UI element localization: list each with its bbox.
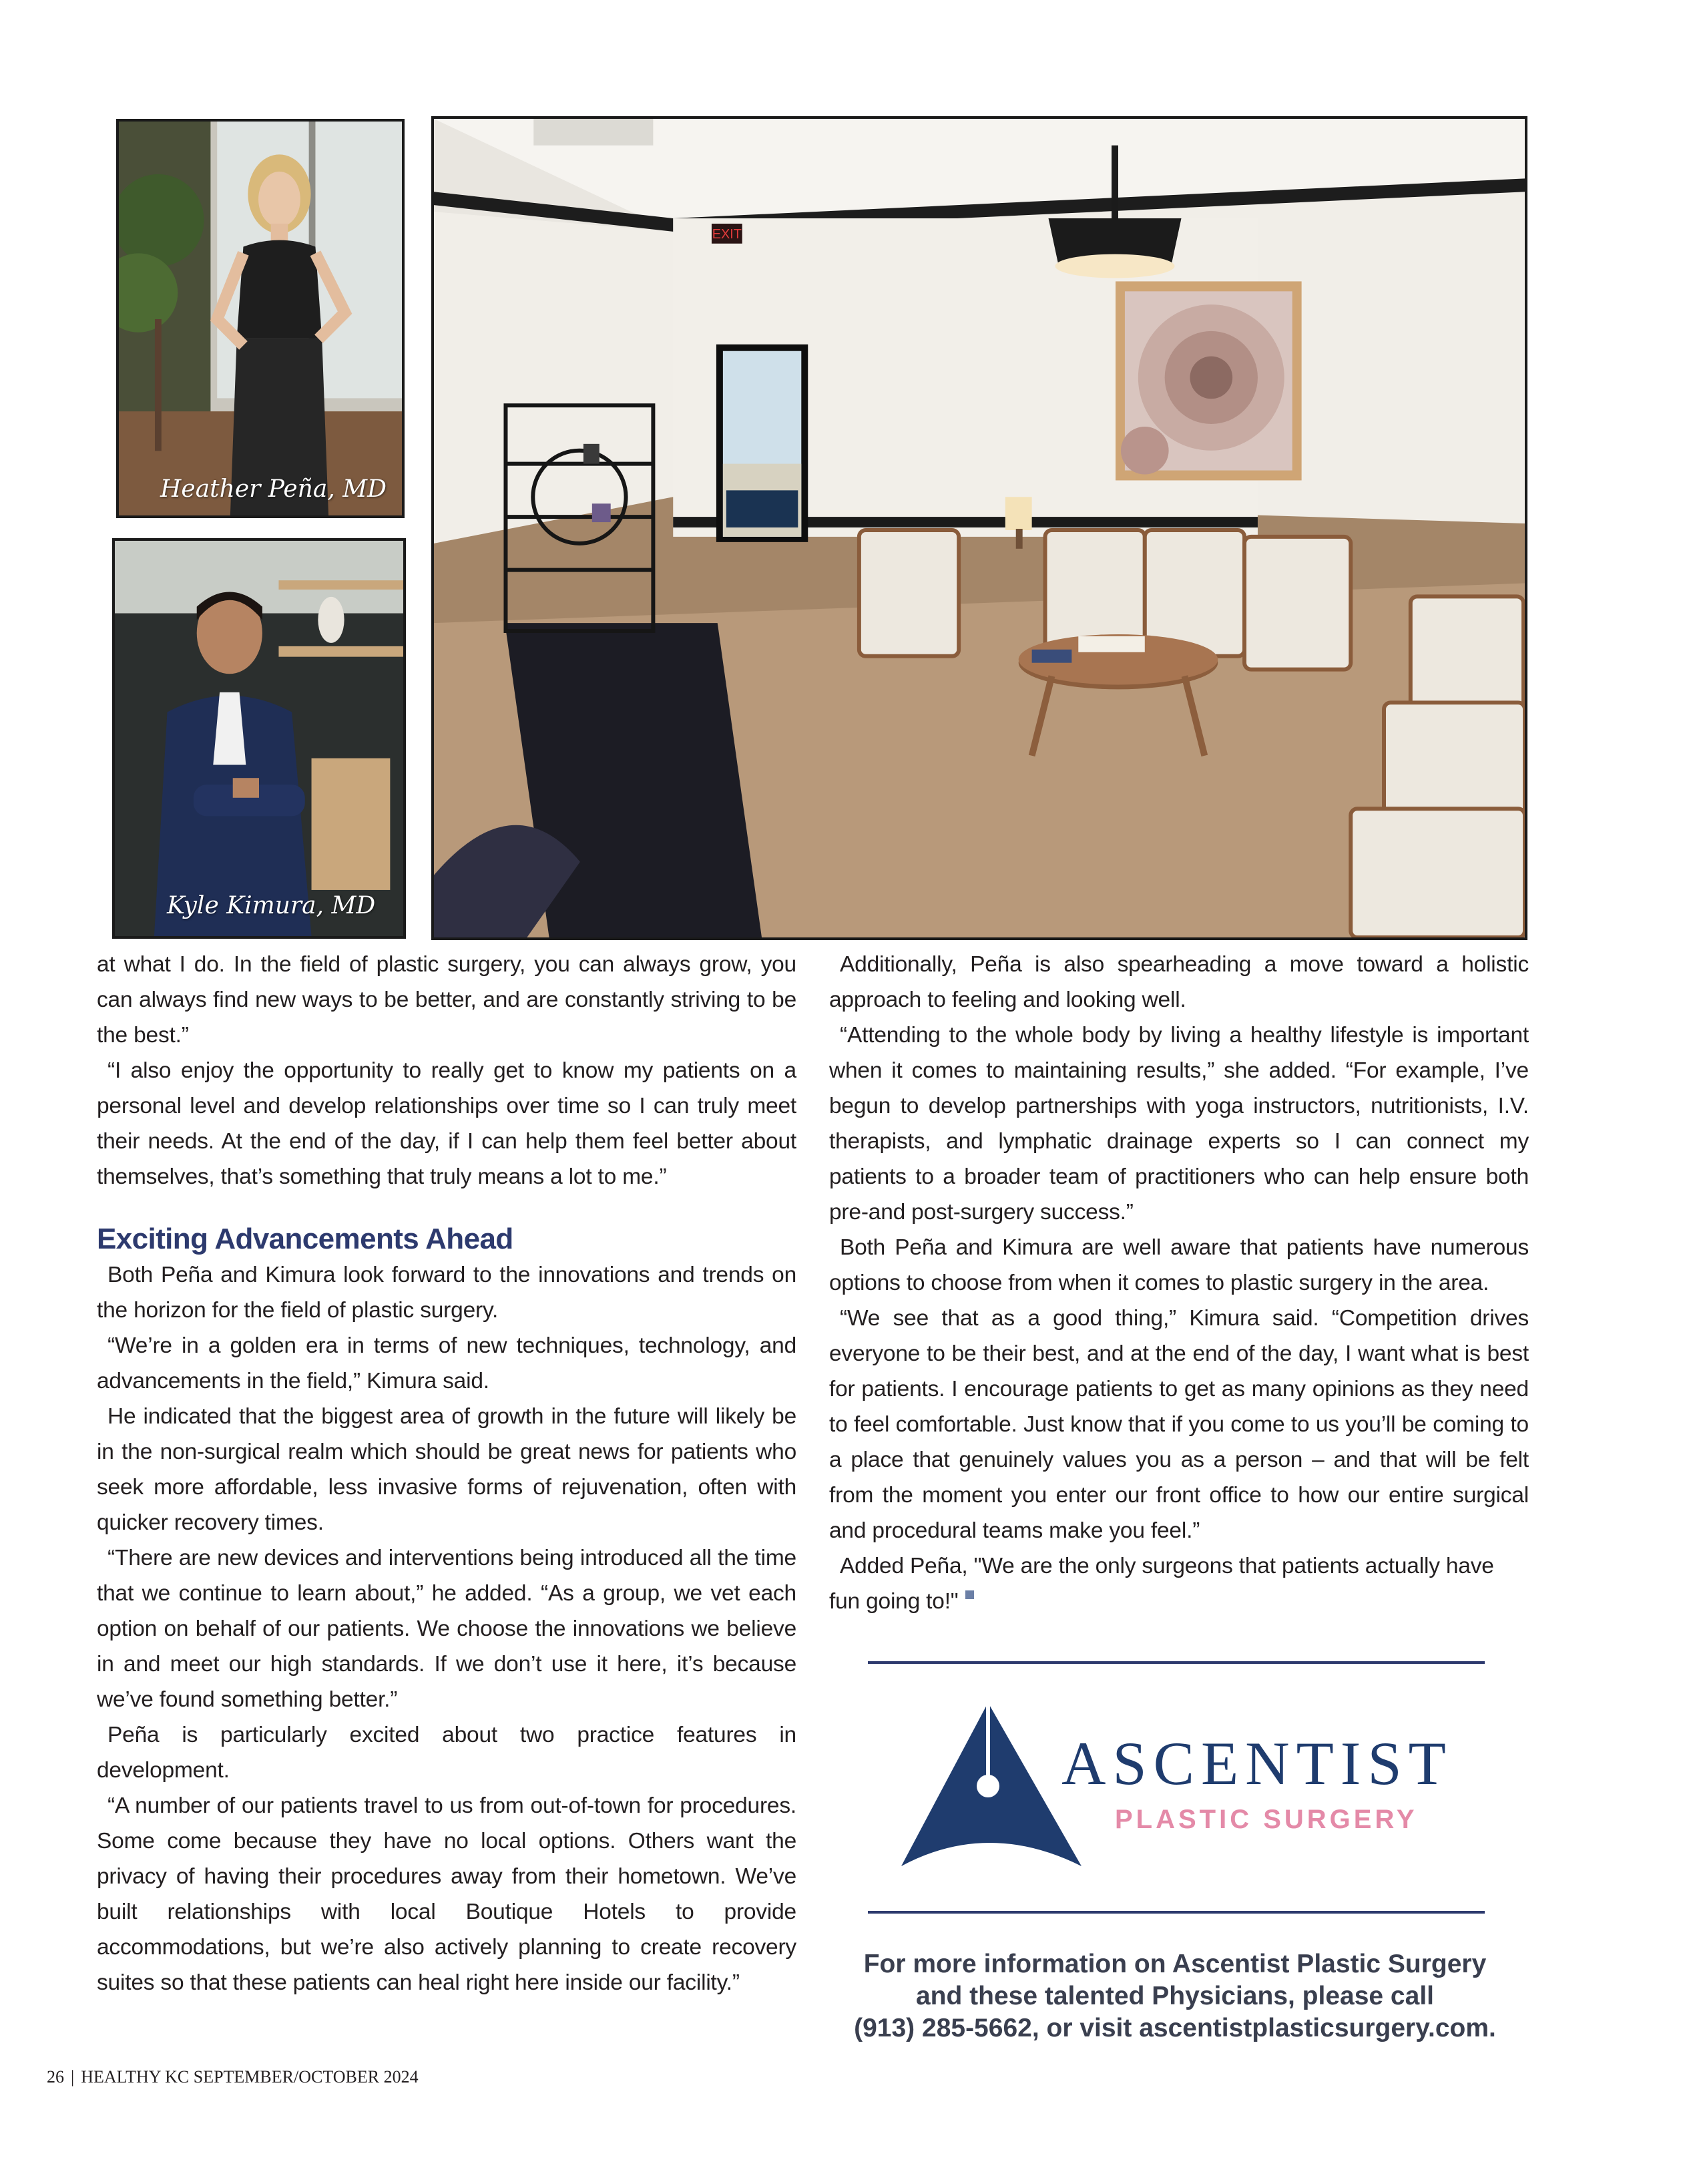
article-paragraph-final xyxy=(829,1548,1529,1619)
article-paragraph: “We see that as a good thing,” Kimura said. “Competition drives everyone to be their best, and at the end of the day, I want what is best for patients. I encourage patients to get as many opinions as they need to feel comfortable. Just know that if you come to us you’ll be coming to a place that genuinely values you as a person – and that will be felt from the moment you enter our front office to how our entire surgical and procedural teams make you feel.” xyxy=(829,1306,1529,1543)
footer-separator: | xyxy=(71,2067,75,2087)
divider-bottom xyxy=(868,1911,1485,1914)
pena-portrait-image xyxy=(119,122,402,515)
divider-top xyxy=(868,1661,1485,1664)
pena-caption: Heather Peña, MD xyxy=(160,475,387,503)
article-right-column xyxy=(829,947,1529,1619)
article-paragraph: “There are new devices and interventions being introduced all the time that we continue to learn about,” he added. “As a group, we vet each option on behalf of our patients. We choose the innovations we believe in and meet our high standards. If we don’t use it here, it’s because we’ve found something better.” xyxy=(97,1546,796,1712)
exit-sign-text: EXIT xyxy=(712,226,742,242)
doctor-photo-pena xyxy=(116,119,405,518)
article-paragraph: He indicated that the biggest area of growth in the future will likely be in the non-surgical realm which should be great news for patients who seek more affordable, less invasive forms of rejuvenation, often with quicker recovery times. xyxy=(97,1404,796,1535)
final-paragraph-text: Added Peña, "We are the only surgeons that patients actually have fun going to!" xyxy=(829,1554,1494,1614)
article-paragraph: “I also enjoy the opportunity to really get to know my patients on a personal level and develop relationships over time so I can truly meet their needs. At the end of the day, if I can help them feel better about themselves, that’s something that truly means a lot to me.” xyxy=(97,1058,796,1189)
ascentist-logo-mark xyxy=(888,1696,1489,1876)
waiting-room-image xyxy=(434,119,1525,937)
article-paragraph: Peña is particularly excited about two practice features in development. xyxy=(97,1723,796,1783)
article-paragraph: Additionally, Peña is also spearheading a move toward a holistic approach to feeling and looking well. xyxy=(829,952,1529,1012)
article-paragraph: at what I do. In the field of plastic surgery, you can always grow, you can always find new ways to be better, and are constantly striving to be the best.” xyxy=(97,952,796,1048)
contact-line-1: For more information on Ascentist Plastic Surgery xyxy=(863,1950,1487,1978)
end-mark-icon xyxy=(965,1590,974,1599)
article-left-column xyxy=(97,947,796,2000)
waiting-room-photo xyxy=(431,116,1527,940)
contact-callout xyxy=(828,1948,1522,2044)
article-paragraph: Both Peña and Kimura are well aware that patients have numerous options to choose from when it comes to plastic surgery in the area. xyxy=(829,1235,1529,1295)
ascentist-logo xyxy=(888,1696,1489,1876)
article-paragraph: “A number of our patients travel to us from out-of-town for procedures. Some come because they have no local options. Others want the privacy of having their procedures away from their hometown. We’ve built relationships with local Boutique Hotels to provide accommodations, but we’re also actively planning to create recovery suites so that these patients can heal right here inside our facility.” xyxy=(97,1793,796,1995)
article-paragraph: “Attending to the whole body by living a healthy lifestyle is important when it comes to maintaining results,” she added. “For example, I’ve begun to develop partnerships with yoga instructors, nutritionists, I.V. therapists, and lymphatic drainage experts so I can connect my patients to a broader team of practitioners who can help ensure both pre-and post-surgery success.” xyxy=(829,1023,1529,1225)
article-paragraph: “We’re in a golden era in terms of new techniques, technology, and advancements in the field,” Kimura said. xyxy=(97,1333,796,1393)
contact-line-2: and these talented Physicians, please call xyxy=(915,1982,1434,2010)
logo-name: ASCENTIST xyxy=(1061,1729,1453,1797)
contact-line-3: (913) 285-5662, or visit ascentistplasticsurgery.com. xyxy=(854,2014,1496,2042)
section-heading: Exciting Advancements Ahead xyxy=(97,1223,513,1255)
article-paragraph: Both Peña and Kimura look forward to the innovations and trends on the horizon for the field of plastic surgery. xyxy=(97,1263,796,1323)
kimura-caption: Kyle Kimura, MD xyxy=(167,892,376,919)
page-number: 26 xyxy=(47,2067,64,2087)
page-footer xyxy=(47,2067,419,2087)
publication-name: HEALTHY KC SEPTEMBER/OCTOBER 2024 xyxy=(81,2067,419,2087)
doctor-photo-kimura xyxy=(112,538,406,939)
logo-tagline: PLASTIC SURGERY xyxy=(1115,1805,1418,1834)
kimura-portrait-image xyxy=(115,541,403,936)
